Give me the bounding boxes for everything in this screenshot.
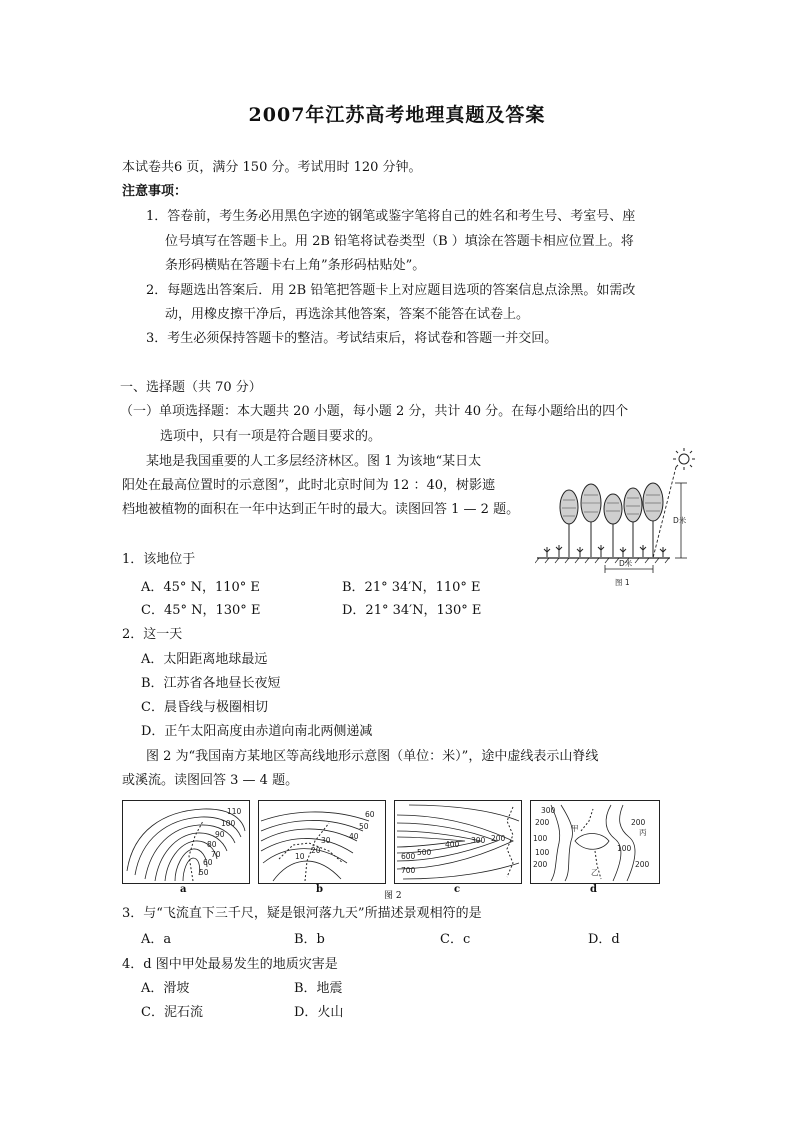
contour-map-a (122, 800, 250, 884)
contour-label: 60 (203, 858, 213, 867)
contour-label: 30 (321, 836, 331, 845)
contour-label: 300 (471, 836, 486, 845)
notice-heading: 注意事项： (122, 184, 188, 199)
contour-label: 200 (491, 834, 506, 843)
contour-label: 40 (349, 832, 359, 841)
contour-label: 200 (533, 860, 548, 869)
contour-label: 100 (535, 848, 550, 857)
contour-label: 300 (541, 806, 556, 815)
question-3-option-c: C．c (440, 932, 471, 947)
question-1-stem: 1．该地位于 (122, 552, 196, 567)
passage-line: 或溪流。读图回答 3 — 4 题。 (122, 773, 299, 788)
question-1-option-b: B．21° 34′N，110° E (342, 580, 481, 595)
section-heading: 一、选择题（共 70 分） (120, 380, 262, 395)
question-3-option-b: B．b (294, 932, 325, 947)
contour-label: 600 (401, 852, 416, 861)
notice-line: 动，用橡皮擦干净后，再选涂其他答案，答案不能答在试卷上。 (165, 307, 530, 322)
question-4-option-d: D．火山 (294, 1005, 344, 1020)
notice-line: 1．答卷前，考生务必用黑色字迹的钢笔或鉴字笔将自己的姓名和考生号、考室号、座 (146, 209, 636, 224)
question-3-option-a: A．a (141, 932, 172, 947)
question-2-option-b: B．江苏省各地昼长夜短 (141, 676, 281, 691)
contour-label: 60 (365, 810, 375, 819)
exam-intro: 本试卷共6 页，满分 150 分。考试用时 120 分钟。 (122, 160, 422, 175)
contour-label: 100 (221, 819, 236, 828)
contour-label: 400 (445, 840, 460, 849)
place-label-bing: 丙 (639, 828, 647, 837)
question-1-option-a: A．45° N，110° E (141, 580, 260, 595)
sun-icon (673, 448, 695, 470)
passage-line: 阳处在最高位置时的示意图”，此时北京时间为 12 ：40，树影遮 (122, 478, 495, 493)
figure-2-caption: 图 2 (384, 891, 402, 901)
contour-map-d (530, 800, 660, 884)
contour-label: 50 (199, 868, 209, 877)
contour-map-c (394, 800, 522, 884)
place-label-yi: 乙 (591, 868, 599, 877)
height-label: D米 (673, 516, 687, 525)
contour-label: 10 (295, 852, 305, 861)
contour-label: 20 (311, 846, 321, 855)
question-1-option-d: D．21° 34′N，130° E (342, 603, 482, 618)
map-label-c: c (454, 884, 461, 895)
question-2-stem: 2．这一天 (122, 627, 183, 642)
contour-label: 200 (535, 818, 550, 827)
notice-line: 3．考生必须保持答题卡的整洁。考试结束后，将试卷和答题一并交回。 (146, 331, 558, 346)
notice-line: 位号填写在答题卡上。用 2B 铅笔将试卷类型（B ）填涂在答题卡相应位置上。将 (165, 234, 634, 249)
question-2-option-c: C．晨昏线与极圈相切 (141, 700, 268, 715)
figure-1-forest-diagram (535, 445, 695, 590)
contour-label: 80 (207, 840, 217, 849)
contour-map-b (258, 800, 386, 884)
ground-plants (544, 545, 666, 557)
contour-label: 70 (211, 850, 221, 859)
question-3-stem: 3．与“飞流直下三千尺，疑是银河落九天”所描述景观相符的是 (122, 906, 482, 921)
passage-line: 某地是我国重要的人工多层经济林区。图 1 为该地“某日太 (146, 454, 482, 469)
contour-label: 100 (533, 834, 548, 843)
question-3-option-d: D．d (588, 932, 620, 947)
contour-label: 110 (227, 807, 242, 816)
map-label-a: a (180, 884, 187, 895)
place-label-jia: 甲 (571, 824, 579, 833)
contour-label: 200 (631, 818, 646, 827)
passage-line: 档地被植物的面积在一年中达到正午时的最大。读图回答 1 — 2 题。 (122, 502, 520, 517)
section-instruction: 选项中，只有一项是符合题目要求的。 (160, 429, 382, 444)
passage-line: 图 2 为“我国南方某地区等高线地形示意图（单位：米）”，途中虚线表示山脊线 (146, 749, 599, 764)
figure-2-contour-maps (122, 800, 660, 900)
question-4-option-a: A．滑坡 (141, 981, 190, 996)
figure-1-caption: 图 1 (615, 578, 630, 587)
contour-label: 500 (417, 848, 432, 857)
contour-label: 90 (215, 830, 225, 839)
contour-label: 200 (635, 860, 650, 869)
width-label: D米 (619, 559, 633, 568)
map-label-b: b (316, 884, 323, 895)
tree-row (560, 483, 663, 557)
section-instruction: （一）单项选择题：本大题共 20 小题，每小题 2 分，共计 40 分。在每小题给出的四个 (120, 404, 629, 419)
page-title: 2007年江苏高考地理真题及答案 (248, 104, 546, 126)
question-4-option-b: B．地震 (294, 981, 343, 996)
question-1-option-c: C．45° N，130° E (141, 603, 261, 618)
question-4-stem: 4．d 图中甲处最易发生的地质灾害是 (122, 957, 338, 972)
question-4-option-c: C．泥石流 (141, 1005, 203, 1020)
map-label-d: d (590, 884, 597, 895)
contour-label: 100 (617, 844, 632, 853)
question-2-option-a: A．太阳距离地球最远 (141, 652, 268, 667)
notice-line: 条形码横贴在答题卡右上角”条形码枯贴处”。 (165, 258, 426, 273)
notice-line: 2．每题选出答案后．用 2B 铅笔把答题卡上对应题目选项的答案信息点涂黑。如需改 (146, 283, 636, 298)
question-2-option-d: D．正午太阳高度由赤道向南北两侧递减 (141, 724, 373, 739)
contour-label: 50 (359, 822, 369, 831)
contour-label: 700 (401, 866, 416, 875)
